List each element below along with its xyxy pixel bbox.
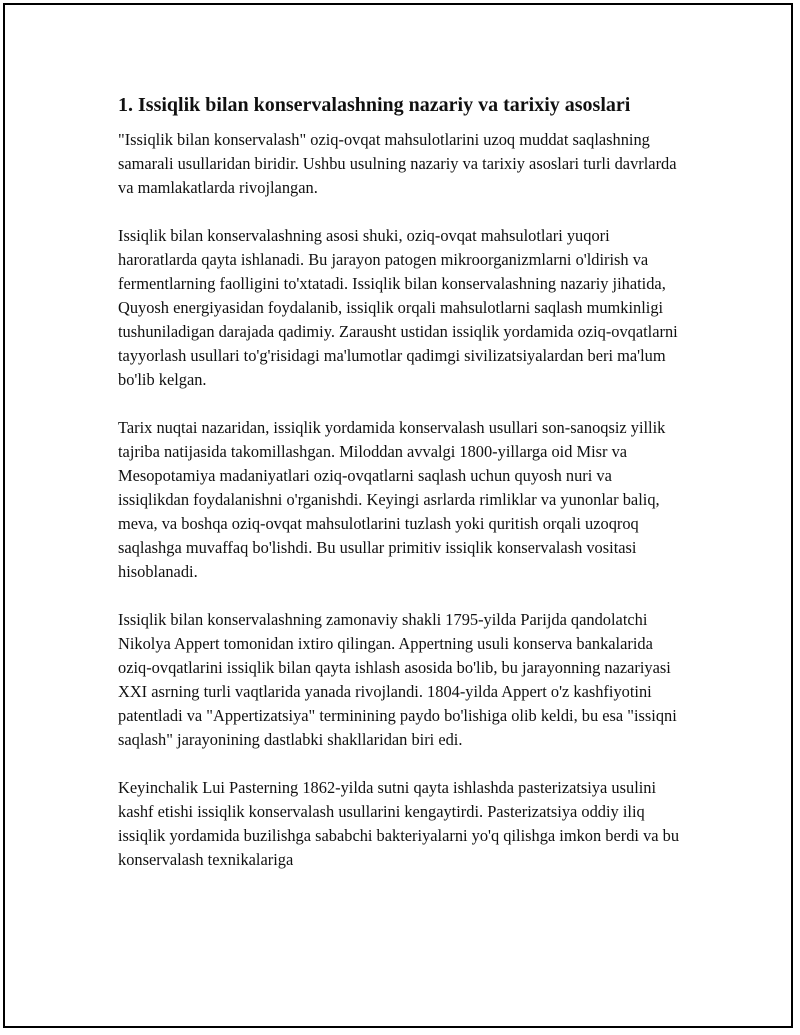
- paragraph-theory: Issiqlik bilan konservalashning asosi shuki, oziq-ovqat mahsulotlari yuqori haroratlarda qayta ishlanadi. Bu jarayon patogen mikroorganizmlarni o'ldirish va fermentlarning faolligini to'xtatadi. Issiqlik bilan konservalashning nazariy jihatida, Quyosh energiyasidan foydalanib, issiqlik orqali mahsulotlarni saqlash mumkinligi tushuniladigan darajada qadimiy. Zarausht ustidan issiqlik yordamida oziq-ovqatlarni tayyorlash usullari to'g'risidagi ma'lumotlar qadimgi sivilizatsiyalardan beri ma'lum bo'lib kelgan.: [118, 226, 678, 389]
- page-title: 1. Issiqlik bilan konservalashning nazariy va tarixiy asoslari: [118, 94, 631, 116]
- paragraph-appert: Issiqlik bilan konservalashning zamonaviy shakli 1795-yilda Parijda qandolatchi Nikolya Appert tomonidan ixtiro qilingan. Appertning usuli konserva bankalarida oziq-ovqatlarini issiqlik bilan qayta ishlash asosida bo'lib, bu jarayonning nazariyasi XXI asrning turli vaqtlarida yanada rivojlandi. 1804-yilda Appert o'z kashfiyotini patentladi va "Appertizatsiya" terminining paydo bo'lishiga olib keldi, bu esa "issiqni saqlash" jarayonining dastlabki shakllaridan biri edi.: [118, 610, 677, 749]
- paragraph-intro: "Issiqlik bilan konservalash" oziq-ovqat mahsulotlarini uzoq muddat saqlashning samarali usullaridan biridir. Ushbu usulning nazariy va tarixiy asoslari turli davrlarda va mamlakatlarda rivojlangan.: [118, 130, 677, 197]
- paragraph-pasteur: Keyinchalik Lui Pasterning 1862-yilda sutni qayta ishlashda pasterizatsiya usulini kashf etishi issiqlik konservalash usullarini kengaytirdi. Pasterizatsiya oddiy iliq issiqlik yordamida buzilishga sababchi bakteriyalarni yo'q qilishga imkon berdi va bu konservalash texnikalariga: [118, 778, 680, 869]
- paragraph-history: Tarix nuqtai nazaridan, issiqlik yordamida konservalash usullari son-sanoqsiz yillik tajriba natijasida takomillashgan. Miloddan avvalgi 1800-yillarga oid Misr va Mesopotamiya madaniyatlari oziq-ovqatlarni saqlash uchun quyosh nuri va issiqlikdan foydalanishni o'rganishdi. Keyingi asrlarda rimliklar va yunonlar baliq, meva, va boshqa oziq-ovqat mahsulotlarini tuzlash yoki quritish orqali uzoqroq saqlashga muvaffaq bo'lishdi. Bu usullar primitiv issiqlik konservalash vositasi hisoblanadi.: [118, 418, 666, 581]
- document-body: [118, 92, 686, 896]
